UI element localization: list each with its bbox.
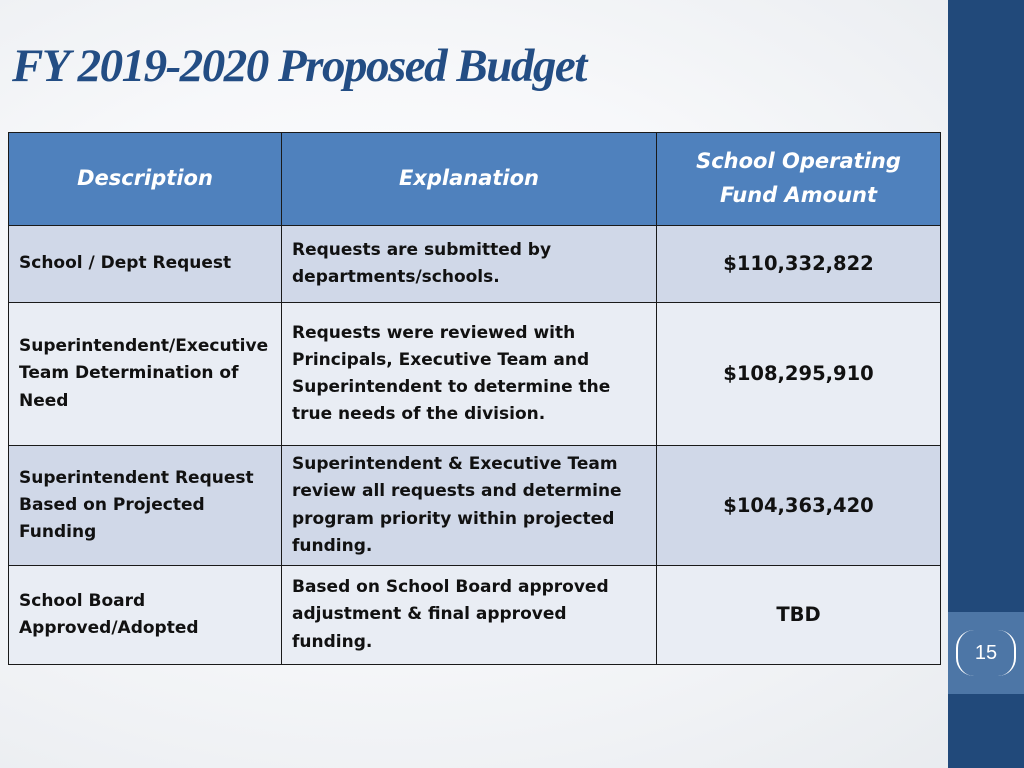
table-row [9,226,941,303]
row-description: School Board Approved/Adopted [9,566,282,665]
header-fund-amount [657,133,941,226]
page-number: 15 [956,630,1016,676]
table-row [9,303,941,446]
table-header-row [9,133,941,226]
row-description: School / Dept Request [9,226,282,303]
row-explanation: Requests were reviewed with Principals, Executive Team and Superintendent to determine the true needs of the division. [282,303,657,446]
row-amount: TBD [657,566,941,665]
budget-table [8,132,941,665]
header-explanation: Explanation [282,133,657,226]
header-fund-amount-line1: School Operating [696,149,901,174]
row-amount: $110,332,822 [657,226,941,303]
table-row [9,446,941,566]
row-explanation: Requests are submitted by departments/schools. [282,226,657,303]
table-row [9,566,941,665]
row-explanation: Based on School Board approved adjustment & final approved funding. [282,566,657,665]
row-explanation: Superintendent & Executive Team review all requests and determine program priority within projected funding. [282,446,657,566]
row-amount: $104,363,420 [657,446,941,566]
row-description: Superintendent/Executive Team Determination of Need [9,303,282,446]
header-fund-amount-line2: Fund Amount [719,183,878,207]
header-description: Description [9,133,282,226]
row-amount: $108,295,910 [657,303,941,446]
slide-title: FY 2019-2020 Proposed Budget [12,40,586,92]
row-description: Superintendent Request Based on Projected Funding [9,446,282,566]
